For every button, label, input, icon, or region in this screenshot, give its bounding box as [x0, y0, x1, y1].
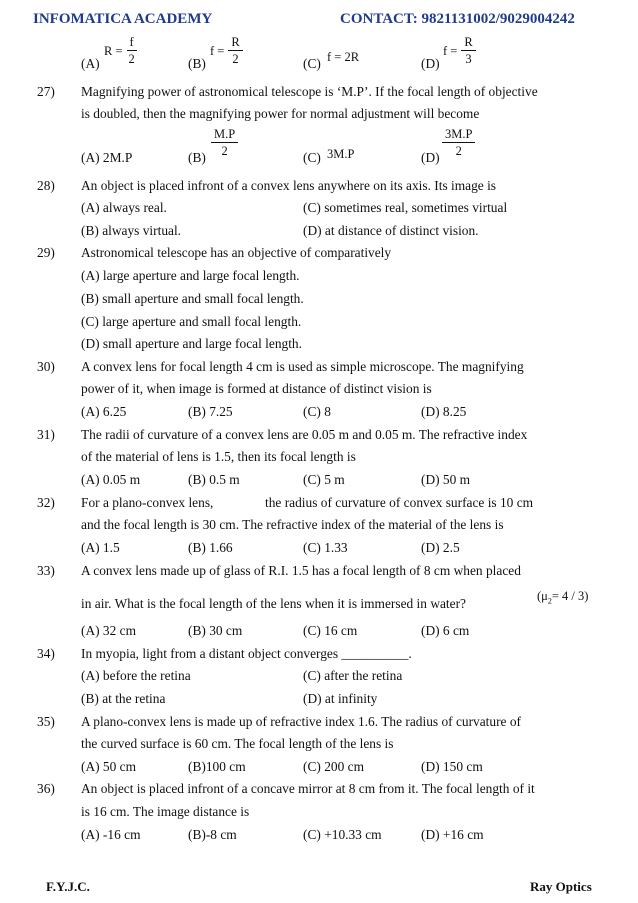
question-text-line: the radius of curvature of convex surface is 10 cm [265, 495, 534, 510]
q33-mu-rest: = 4 / 3) [551, 589, 589, 603]
q30-option-a: (A) 6.25 [81, 404, 127, 419]
q26-option-a-formula [104, 36, 137, 66]
q32-option-c: (C) 1.33 [303, 540, 348, 555]
q27-option-b-formula [211, 128, 238, 158]
q36-option-c: (C) +10.33 cm [303, 827, 382, 842]
q26-d-lhs: f = [443, 43, 458, 58]
q27-d-den: 2 [455, 144, 462, 158]
question-number: 34) [37, 646, 55, 661]
question-text-line: power of it, when image is formed at distance of distinct vision is [81, 381, 432, 396]
question-text-line: of the material of lens is 1.5, then its focal length is [81, 449, 356, 464]
q26-d-num: R [461, 36, 475, 51]
q33-option-d: (D) 6 cm [421, 623, 470, 638]
q35-option-c: (C) 200 cm [303, 759, 364, 774]
q29-option-d: (D) small aperture and large focal length. [81, 336, 302, 351]
question-text-line: A convex lens for focal length 4 cm is used as simple microscope. The magnifying [81, 359, 524, 374]
q33-mu-sub: 2 [547, 596, 552, 606]
q32-option-d: (D) 2.5 [421, 540, 460, 555]
q26-a-den: 2 [128, 52, 135, 66]
question-number: 33) [37, 563, 55, 578]
question-text-line: For a plano-convex lens, [81, 495, 214, 510]
q27-option-a: (A) 2M.P [81, 150, 133, 165]
q33-mu-formula [537, 589, 588, 606]
q28-option-a: (A) always real. [81, 200, 167, 215]
q36-option-a: (A) -16 cm [81, 827, 141, 842]
q26-option-a-label: (A) [81, 56, 100, 71]
question-text-line: and the focal length is 30 cm. The refractive index of the material of the lens is [81, 517, 504, 532]
q29-option-c: (C) large aperture and small focal length. [81, 314, 302, 329]
question-number: 32) [37, 495, 55, 510]
question-text-line: is doubled, then the magnifying power for normal adjustment will become [81, 106, 480, 121]
question-text-line: Astronomical telescope has an objective of comparatively [81, 245, 392, 260]
header-institute: INFOMATICA ACADEMY [33, 11, 213, 27]
q32-option-a: (A) 1.5 [81, 540, 120, 555]
footer-chapter: Ray Optics [530, 879, 592, 894]
question-text-line: in air. What is the focal length of the lens when it is immersed in water? [81, 596, 466, 611]
q26-d-den: 3 [465, 52, 472, 66]
question-text-line: The radii of curvature of a convex lens are 0.05 m and 0.05 m. The refractive index [81, 427, 528, 442]
q26-a-lhs: R = [104, 43, 123, 58]
q27-b-den: 2 [221, 144, 228, 158]
question-number: 36) [37, 781, 55, 796]
question-number: 31) [37, 427, 55, 442]
q33-mu: μ [541, 589, 548, 603]
question-text-line: is 16 cm. The image distance is [81, 804, 250, 819]
q26-option-c-label: (C) [303, 56, 321, 71]
q28-option-b: (B) always virtual. [81, 223, 182, 238]
q27-b-num: M.P [211, 128, 238, 143]
q31-option-b: (B) 0.5 m [188, 472, 240, 487]
header-contact: CONTACT: 9821131002/9029004242 [340, 11, 575, 27]
q26-a-num: f [127, 36, 137, 51]
question-number: 29) [37, 245, 55, 260]
q33-option-b: (B) 30 cm [188, 623, 243, 638]
q34-option-c: (C) after the retina [303, 668, 403, 683]
q34-option-a: (A) before the retina [81, 668, 191, 683]
question-text-line: In myopia, light from a distant object converges __________. [81, 646, 412, 661]
q28-option-d: (D) at distance of distinct vision. [303, 223, 479, 238]
q27-option-c-formula: 3M.P [327, 147, 355, 161]
q31-option-a: (A) 0.05 m [81, 472, 141, 487]
question-text-line: Magnifying power of astronomical telescope is ‘M.P’. If the focal length of objective [81, 84, 538, 99]
q33-open-paren: ( [537, 589, 542, 603]
q27-option-b-label: (B) [188, 150, 206, 165]
q29-option-a: (A) large aperture and large focal length. [81, 268, 300, 283]
q27-option-c-label: (C) [303, 150, 321, 165]
q28-option-c: (C) sometimes real, sometimes virtual [303, 200, 508, 215]
q26-option-b-formula [210, 36, 243, 66]
question-number: 27) [37, 84, 55, 99]
q31-option-d: (D) 50 m [421, 472, 471, 487]
question-text-line: An object is placed infront of a concave mirror at 8 cm from it. The focal length of it [81, 781, 535, 796]
q26-b-den: 2 [232, 52, 239, 66]
q32-option-b: (B) 1.66 [188, 540, 233, 555]
question-text-line: A convex lens made up of glass of R.I. 1.5 has a focal length of 8 cm when placed [81, 563, 521, 578]
q26-option-d-label: (D) [421, 56, 440, 71]
q26-option-d-formula [443, 36, 476, 66]
footer-class: F.Y.J.C. [46, 879, 90, 894]
q34-option-b: (B) at the retina [81, 691, 166, 706]
question-number: 35) [37, 714, 55, 729]
q30-option-d: (D) 8.25 [421, 404, 467, 419]
q26-b-num: R [228, 36, 242, 51]
q30-option-c: (C) 8 [303, 404, 331, 419]
q35-option-b: (B)100 cm [188, 759, 246, 774]
q27-option-d-formula [442, 128, 475, 158]
question-number: 30) [37, 359, 55, 374]
q26-option-b-label: (B) [188, 56, 206, 71]
q29-option-b: (B) small aperture and small focal length. [81, 291, 304, 306]
q35-option-a: (A) 50 cm [81, 759, 137, 774]
q34-option-d: (D) at infinity [303, 691, 378, 706]
q26-option-c-formula: f = 2R [327, 50, 360, 64]
question-number: 28) [37, 178, 55, 193]
q27-d-num: 3M.P [442, 128, 475, 143]
q26-b-lhs: f = [210, 43, 225, 58]
q33-option-c: (C) 16 cm [303, 623, 358, 638]
q36-option-b: (B)-8 cm [188, 827, 237, 842]
q36-option-d: (D) +16 cm [421, 827, 484, 842]
question-text-line: An object is placed infront of a convex lens anywhere on its axis. Its image is [81, 178, 496, 193]
question-text-line: the curved surface is 60 cm. The focal length of the lens is [81, 736, 394, 751]
q35-option-d: (D) 150 cm [421, 759, 483, 774]
q31-option-c: (C) 5 m [303, 472, 345, 487]
q33-option-a: (A) 32 cm [81, 623, 137, 638]
q27-option-d-label: (D) [421, 150, 440, 165]
question-text-line: A plano-convex lens is made up of refractive index 1.6. The radius of curvature of [81, 714, 522, 729]
q30-option-b: (B) 7.25 [188, 404, 233, 419]
